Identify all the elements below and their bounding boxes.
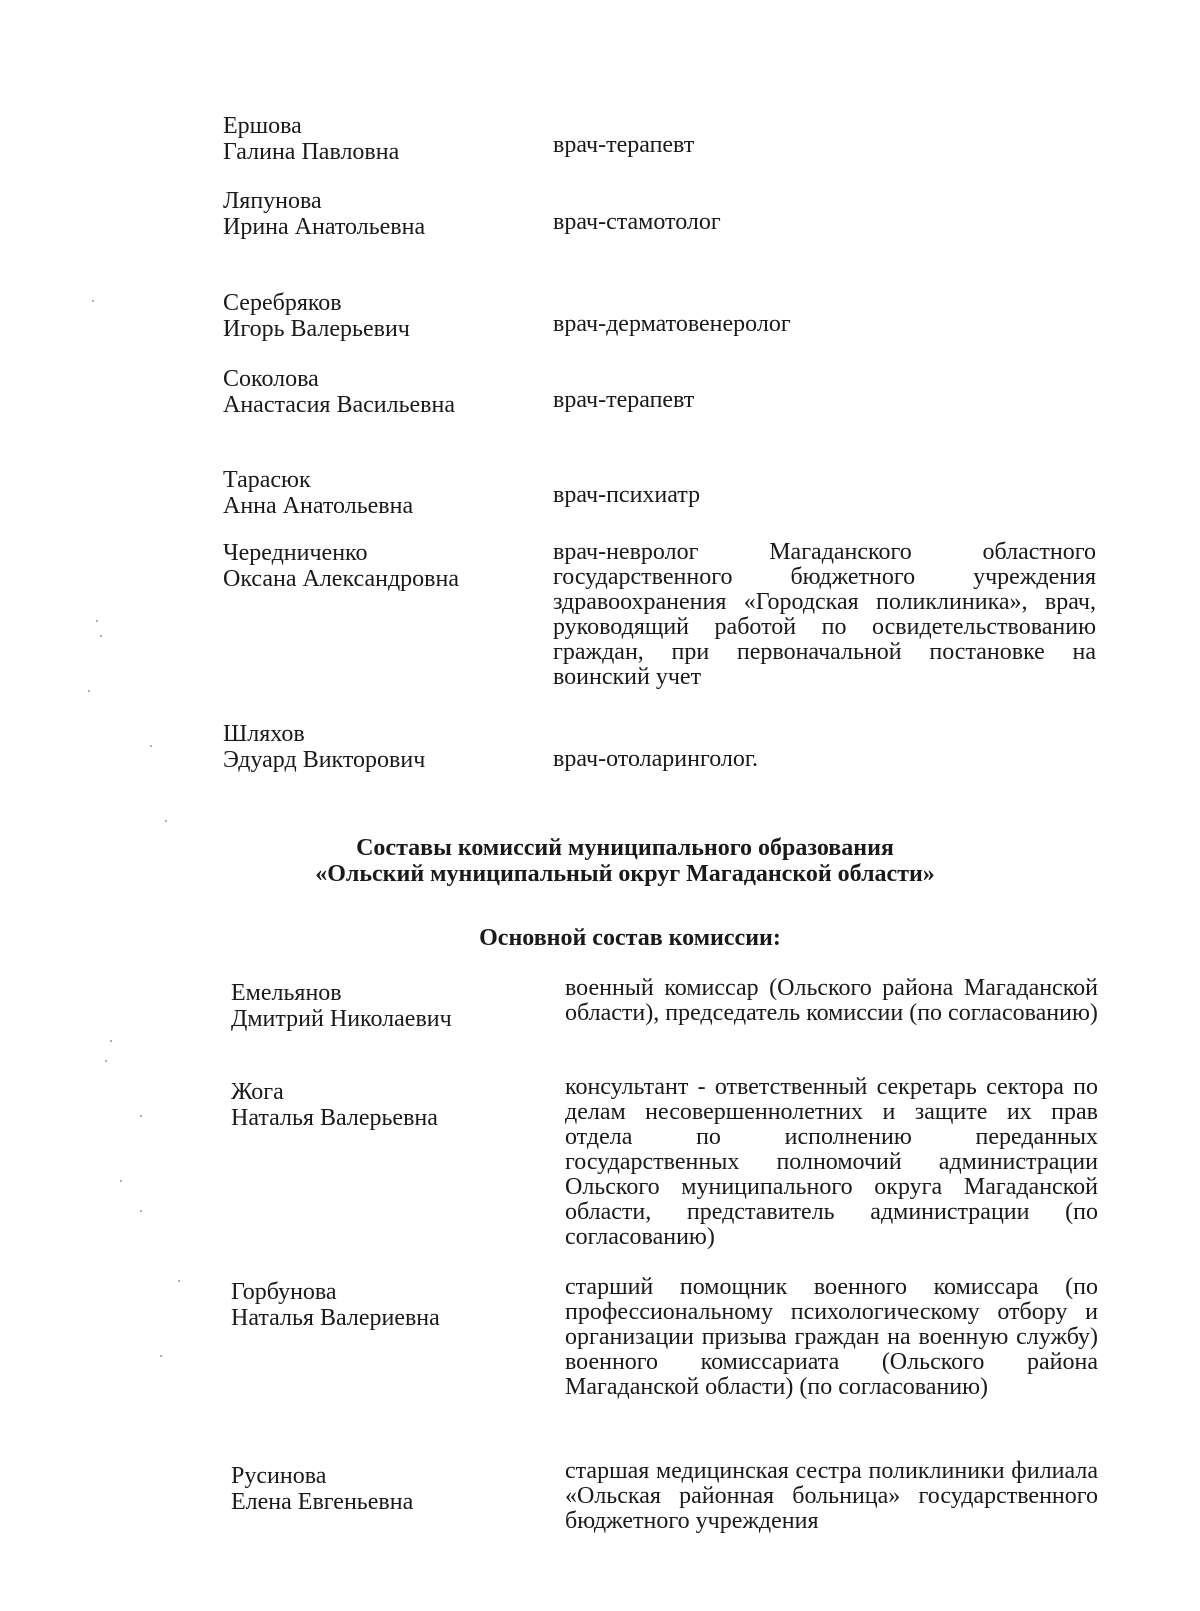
member-surname: Соколова [223,366,319,392]
member-name [223,188,543,240]
member-given-name: Анна Анатольевна [223,493,414,519]
composition-heading-line1: Составы комиссий муниципального образования [356,835,894,861]
member-name [231,1463,551,1515]
member-role: врач-терапевт [553,132,695,158]
member-surname: Жога [231,1079,284,1105]
member-given-name: Эдуард Викторович [223,747,426,773]
member-surname: Ершова [223,113,302,139]
member-surname: Горбунова [231,1279,337,1305]
member-name [223,540,543,592]
main-composition-heading: Основной состав комиссии: [479,925,781,951]
member-surname: Шляхов [223,721,305,747]
member-role: военный комиссар (Ольского района Магаданской области), председатель комиссии (по согласованию) [565,975,1098,1026]
member-role: врач-стамотолог [553,209,721,235]
member-role: врач-психиатр [553,482,701,508]
member-given-name: Оксана Александровна [223,566,459,592]
member-name [223,721,543,773]
member-surname: Чередниченко [223,540,368,566]
member-name [223,467,543,519]
member-name [231,1079,551,1131]
member-given-name: Наталья Валериевна [231,1305,440,1331]
composition-heading [25,835,1200,887]
member-surname: Ляпунова [223,188,322,214]
member-name [223,366,543,418]
member-role: врач-отоларинголог. [553,746,758,772]
member-surname: Русинова [231,1463,327,1489]
member-surname: Емельянов [231,980,342,1006]
member-given-name: Галина Павловна [223,139,400,165]
member-given-name: Игорь Валерьевич [223,316,410,342]
member-name [223,113,543,165]
member-role: врач-дерматовенеролог [553,311,791,337]
member-role: врач-терапевт [553,387,695,413]
composition-heading-line2: «Ольский муниципальный округ Магаданской области» [315,861,935,887]
member-role: врач-невролог Магаданского областного государственного бюджетного учреждения здравоохранения «Городская поликлиника», врач, руководящий работой по освидетельствованию граждан, при первоначальной постановке на воинский учет [553,539,1096,690]
member-given-name: Дмитрий Николаевич [231,1006,452,1032]
member-given-name: Анастасия Васильевна [223,392,456,418]
member-role: старшая медицинская сестра поликлиники филиала «Ольская районная больница» государственного бюджетного учреждения [565,1458,1098,1534]
member-name [231,1279,551,1331]
member-role: старший помощник военного комиссара (по профессиональному психологическому отбору и организации призыва граждан на военную службу) военного комиссариата (Ольского района Магаданской области) (по согласованию) [565,1274,1098,1400]
member-name [231,980,551,1032]
member-surname: Тарасюк [223,467,311,493]
member-surname: Серебряков [223,290,342,316]
member-role: консультант - ответственный секретарь сектора по делам несовершеннолетних и защите их прав отдела по исполнению переданных государственных полномочий администрации Ольского муниципального округа Магаданской области, представитель администрации (по согласованию) [565,1074,1098,1250]
member-name [223,290,543,342]
member-given-name: Наталья Валерьевна [231,1105,438,1131]
member-given-name: Ирина Анатольевна [223,214,426,240]
member-given-name: Елена Евгеньевна [231,1489,414,1515]
